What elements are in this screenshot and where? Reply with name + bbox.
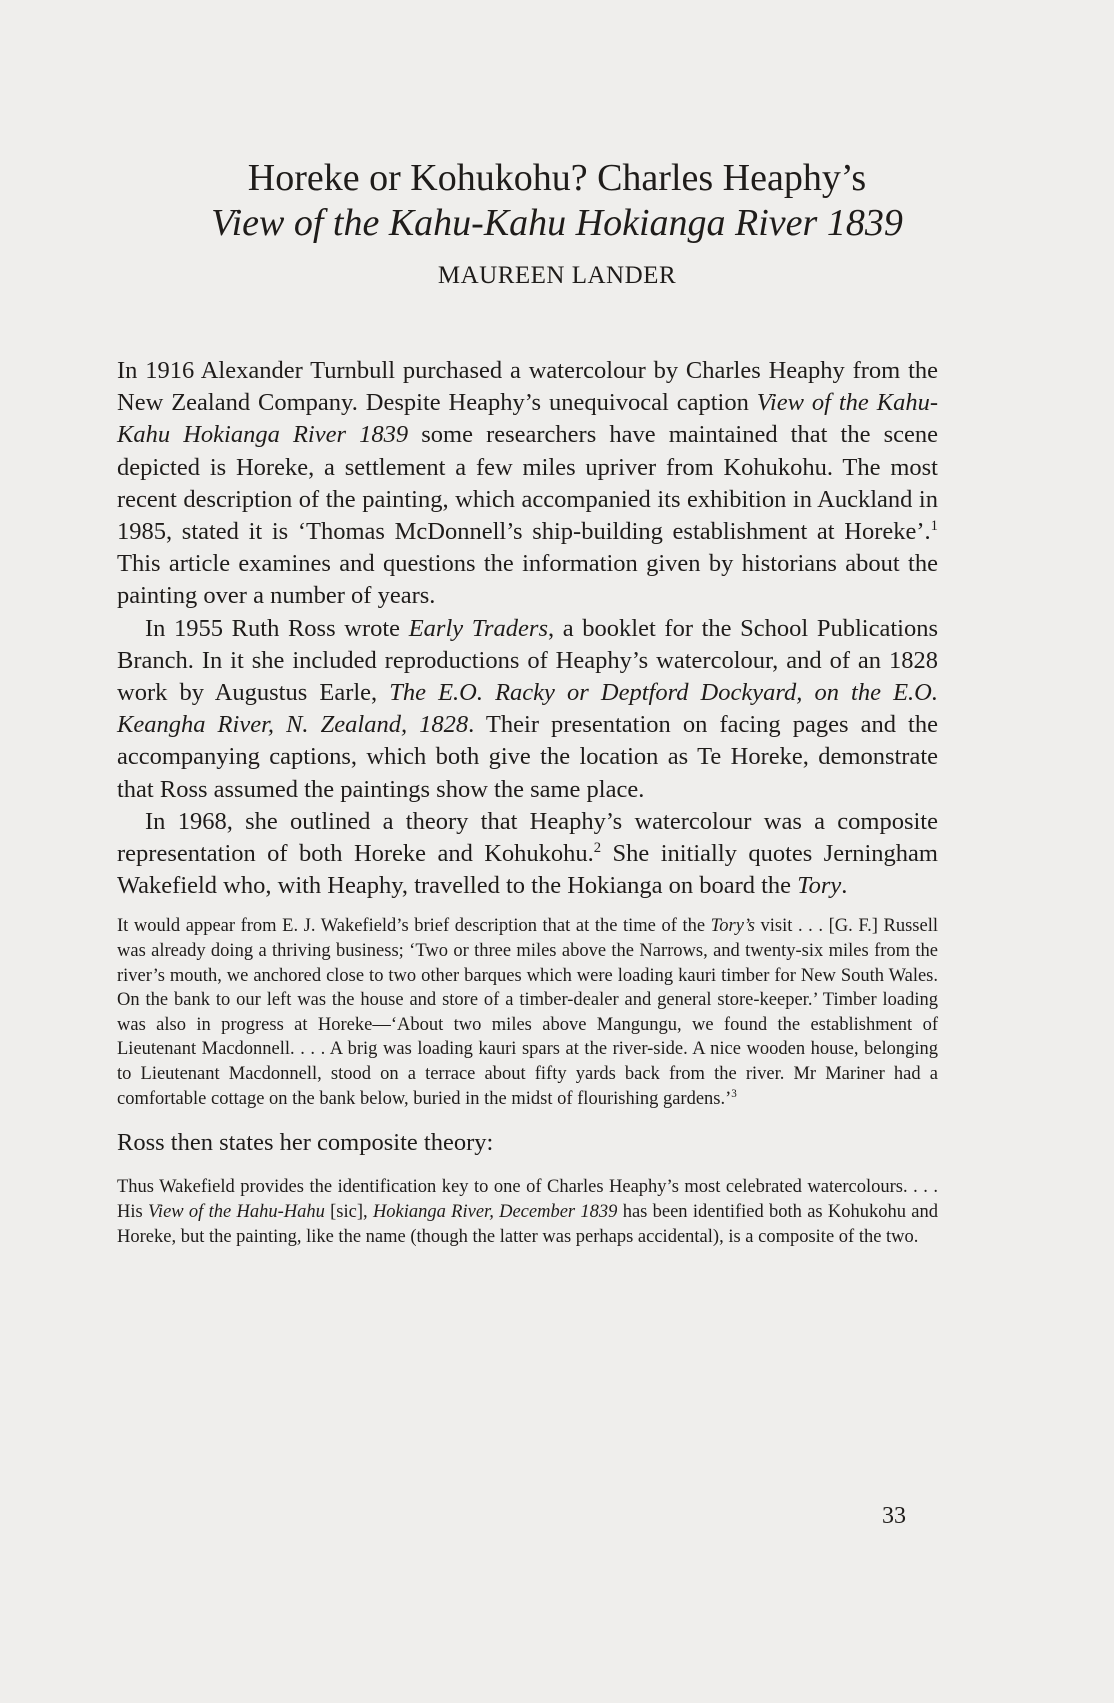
- quote-2-italic-1: View of the Hahu-Hahu: [148, 1202, 325, 1222]
- paragraph-2: [117, 613, 938, 806]
- paragraph-2-text-a: In 1955 Ruth Ross wrote: [145, 614, 409, 642]
- footnote-ref-1: 1: [930, 517, 938, 534]
- paragraph-1-text-a: In 1916 Alexander Turnbull purchased a watercolour by Charles Heaphy from the New Zealand Company. Despite Heaphy’s unequivocal caption: [117, 357, 938, 417]
- paragraph-2-italic-1: Early Traders: [408, 614, 549, 642]
- lead-in-line: Ross then states her composite theory:: [117, 1129, 494, 1157]
- footnote-ref-2: 2: [593, 839, 602, 856]
- title-line-1: Horeke or Kohukohu? Charles Heaphy’s: [247, 157, 867, 199]
- article-title: [0, 156, 1114, 246]
- paragraph-2-text-b: , a booklet for the School Publications Branch. In it she included reproductions of Heaphy’s watercolour, and of an 1828 work by Augustus Earle,: [117, 614, 939, 707]
- quote-1-text-a: It would appear from E. J. Wakefield’s brief description that at the time of the: [117, 916, 711, 937]
- paragraph-3: [117, 806, 938, 903]
- quote-2-text-c: has been identified both as Kohukohu and Horeke, but the painting, like the name (though the latter was perhaps accidental), is a composite of the two.: [117, 1202, 938, 1247]
- block-quote-1: [117, 914, 938, 1111]
- paragraph-1-italic: View of the Kahu-Kahu Hokianga River 1839: [117, 389, 938, 449]
- quote-1-text-b: visit . . . [G. F.] Russell was already doing a thriving business; ‘Two or three miles above the Narrows, and twenty-six miles from the river’s mouth, we anchored close to two other barques which were loading kauri timber for New South Wales. On the bank to our left was the house and store of a timber-dealer and general store-keeper.’ Timber loading was also in progress at Horeke—‘About two miles above Mangungu, we found the establishment of Lieutenant Macdonnell. . . . A brig was loading kauri spars at the river-side. A nice wooden house, belonging to Lieutenant Macdonnell, stood on a terrace about fifty yards back from the river. Mr Mariner had a comfortable cottage on the bank below, buried in the midst of flourishing gardens.’: [117, 916, 938, 1109]
- author-name: MAUREEN LANDER: [437, 262, 677, 289]
- paragraph-1-text-c: This article examines and questions the information given by historians about the painting over a number of years.: [117, 550, 938, 610]
- block-quote-2: [117, 1175, 938, 1249]
- paragraph-2-italic-2: The E.O. Racky or Deptford Dockyard, on the E.O. Keangha River, N. Zealand, 1828: [117, 679, 938, 739]
- paragraph-3-italic: Tory: [797, 872, 842, 900]
- paragraph-3-text-c: .: [841, 872, 848, 900]
- title-line-2: View of the Kahu-Kahu Hokianga River 1839: [211, 202, 903, 244]
- article-body: [117, 355, 938, 1265]
- quote-2-text-a: Thus Wakefield provides the identification key to one of Charles Heaphy’s most celebrated watercolours. . . . His: [117, 1177, 938, 1222]
- footnote-ref-3: 3: [731, 1087, 737, 1100]
- quote-2-italic-2: Hokianga River, December 1839: [372, 1202, 618, 1222]
- paragraph-1: [117, 355, 938, 613]
- page-number: 33: [882, 1503, 906, 1529]
- quote-1-italic: Tory’s: [710, 916, 755, 937]
- paragraph-1-text-b: some researchers have maintained that the scene depicted is Horeke, a settlement a few miles upriver from Kohukohu. The most recent description of the painting, which accompanied its exhibition in Auckland in 1985, stated it is ‘Thomas McDonnell’s ship-building establishment at Horeke’.: [117, 421, 938, 546]
- quote-2-text-b: [sic],: [324, 1202, 373, 1222]
- paragraph-3-text-b: She initially quotes Jerningham Wakefield who, with Heaphy, travelled to the Hokianga on board the: [117, 840, 938, 900]
- paragraph-2-text-c: . Their presentation on facing pages and the accompanying captions, which both give the location as Te Horeke, demonstrate that Ross assumed the paintings show the same place.: [117, 711, 938, 803]
- paragraph-3-text-a: In 1968, she outlined a theory that Heaphy’s watercolour was a composite representation of both Horeke and Kohukohu.: [117, 807, 938, 868]
